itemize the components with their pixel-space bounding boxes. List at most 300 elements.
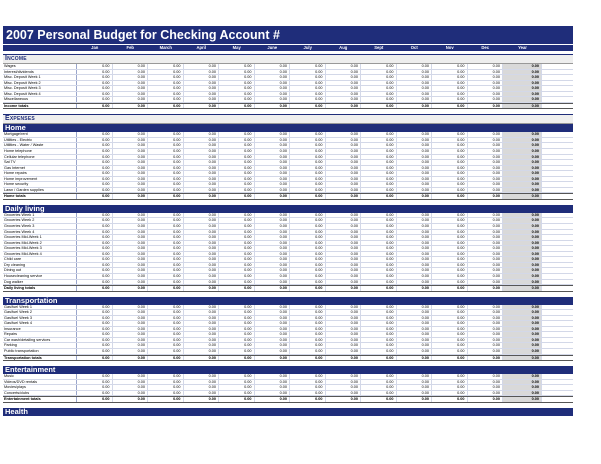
- amount-cell[interactable]: 0.00: [219, 64, 255, 69]
- row-label[interactable]: Home security: [3, 182, 77, 187]
- amount-cell[interactable]: 0.00: [397, 391, 433, 396]
- amount-cell[interactable]: 0.00: [113, 274, 149, 279]
- amount-cell[interactable]: 0.00: [397, 64, 433, 69]
- amount-cell[interactable]: 0.00: [290, 132, 326, 137]
- amount-cell[interactable]: 0.00: [397, 132, 433, 137]
- amount-cell[interactable]: 0.00: [184, 397, 220, 402]
- amount-cell[interactable]: 0.00: [77, 274, 113, 279]
- amount-cell[interactable]: 0.00: [290, 385, 326, 390]
- amount-cell[interactable]: 0.00: [468, 171, 504, 176]
- amount-cell[interactable]: 0.00: [77, 241, 113, 246]
- amount-cell[interactable]: 0.00: [113, 286, 149, 291]
- amount-cell[interactable]: 0.00: [148, 218, 184, 223]
- amount-cell[interactable]: 0.00: [148, 64, 184, 69]
- amount-cell[interactable]: 0.00: [397, 327, 433, 332]
- amount-cell[interactable]: 0.00: [432, 188, 468, 193]
- amount-cell[interactable]: 0.00: [468, 155, 504, 160]
- amount-cell[interactable]: 0.00: [397, 104, 433, 109]
- amount-cell[interactable]: 0.00: [148, 224, 184, 229]
- row-label[interactable]: Groceries Week 1: [3, 213, 77, 218]
- row-label[interactable]: Sat TV: [3, 160, 77, 165]
- amount-cell[interactable]: 0.00: [77, 310, 113, 315]
- amount-cell[interactable]: 0.00: [361, 397, 397, 402]
- amount-cell[interactable]: 0.00: [255, 104, 291, 109]
- amount-cell[interactable]: 0.00: [468, 385, 504, 390]
- amount-cell[interactable]: 0.00: [255, 246, 291, 251]
- amount-cell[interactable]: 0.00: [255, 374, 291, 379]
- amount-cell[interactable]: 0.00: [397, 349, 433, 354]
- amount-cell[interactable]: 0.00: [361, 286, 397, 291]
- amount-cell[interactable]: 0.00: [184, 286, 220, 291]
- amount-cell[interactable]: 0.00: [290, 188, 326, 193]
- row-label[interactable]: Misc. Deposit Week 4: [3, 92, 77, 97]
- row-label[interactable]: Utilities - Electric: [3, 138, 77, 143]
- row-label[interactable]: Car wash/detailing services: [3, 338, 77, 343]
- amount-cell[interactable]: 0.00: [326, 305, 362, 310]
- amount-cell[interactable]: 0.00: [113, 280, 149, 285]
- amount-cell[interactable]: 0.00: [468, 252, 504, 257]
- year-total-cell[interactable]: 0.00: [503, 246, 542, 251]
- amount-cell[interactable]: 0.00: [326, 64, 362, 69]
- amount-cell[interactable]: 0.00: [468, 143, 504, 148]
- amount-cell[interactable]: 0.00: [290, 160, 326, 165]
- amount-cell[interactable]: 0.00: [219, 356, 255, 361]
- year-total-cell[interactable]: 0.00: [503, 86, 542, 91]
- amount-cell[interactable]: 0.00: [290, 246, 326, 251]
- amount-cell[interactable]: 0.00: [148, 286, 184, 291]
- row-label[interactable]: Groceries Week 4: [3, 230, 77, 235]
- year-total-cell[interactable]: 0.00: [503, 310, 542, 315]
- amount-cell[interactable]: 0.00: [326, 391, 362, 396]
- year-total-cell[interactable]: 0.00: [503, 64, 542, 69]
- year-total-cell[interactable]: 0.00: [503, 97, 542, 102]
- amount-cell[interactable]: 0.00: [255, 213, 291, 218]
- amount-cell[interactable]: 0.00: [184, 104, 220, 109]
- amount-cell[interactable]: 0.00: [432, 316, 468, 321]
- year-total-cell[interactable]: 0.00: [503, 188, 542, 193]
- amount-cell[interactable]: 0.00: [113, 343, 149, 348]
- amount-cell[interactable]: 0.00: [468, 263, 504, 268]
- amount-cell[interactable]: 0.00: [148, 81, 184, 86]
- amount-cell[interactable]: 0.00: [290, 143, 326, 148]
- amount-cell[interactable]: 0.00: [219, 286, 255, 291]
- amount-cell[interactable]: 0.00: [326, 310, 362, 315]
- amount-cell[interactable]: 0.00: [290, 310, 326, 315]
- amount-cell[interactable]: 0.00: [77, 230, 113, 235]
- amount-cell[interactable]: 0.00: [326, 97, 362, 102]
- amount-cell[interactable]: 0.00: [290, 92, 326, 97]
- row-label[interactable]: Cellular telephone: [3, 155, 77, 160]
- row-label[interactable]: Dining out: [3, 268, 77, 273]
- amount-cell[interactable]: 0.00: [397, 343, 433, 348]
- year-total-cell[interactable]: 0.00: [503, 235, 542, 240]
- amount-cell[interactable]: 0.00: [290, 280, 326, 285]
- amount-cell[interactable]: 0.00: [326, 235, 362, 240]
- amount-cell[interactable]: 0.00: [148, 160, 184, 165]
- amount-cell[interactable]: 0.00: [326, 138, 362, 143]
- amount-cell[interactable]: 0.00: [184, 332, 220, 337]
- amount-cell[interactable]: 0.00: [219, 171, 255, 176]
- row-label[interactable]: Interest/dividends: [3, 70, 77, 75]
- amount-cell[interactable]: 0.00: [255, 235, 291, 240]
- row-label[interactable]: Wages: [3, 64, 77, 69]
- amount-cell[interactable]: 0.00: [397, 188, 433, 193]
- amount-cell[interactable]: 0.00: [148, 374, 184, 379]
- row-label[interactable]: Music: [3, 374, 77, 379]
- year-total-cell[interactable]: 0.00: [503, 380, 542, 385]
- year-total-cell[interactable]: 0.00: [503, 132, 542, 137]
- amount-cell[interactable]: 0.00: [148, 149, 184, 154]
- amount-cell[interactable]: 0.00: [77, 182, 113, 187]
- year-total-cell[interactable]: 0.00: [503, 257, 542, 262]
- amount-cell[interactable]: 0.00: [290, 349, 326, 354]
- amount-cell[interactable]: 0.00: [219, 188, 255, 193]
- amount-cell[interactable]: 0.00: [255, 241, 291, 246]
- amount-cell[interactable]: 0.00: [148, 321, 184, 326]
- amount-cell[interactable]: 0.00: [432, 305, 468, 310]
- amount-cell[interactable]: 0.00: [219, 332, 255, 337]
- amount-cell[interactable]: 0.00: [432, 81, 468, 86]
- amount-cell[interactable]: 0.00: [397, 286, 433, 291]
- amount-cell[interactable]: 0.00: [219, 252, 255, 257]
- amount-cell[interactable]: 0.00: [326, 218, 362, 223]
- amount-cell[interactable]: 0.00: [397, 177, 433, 182]
- amount-cell[interactable]: 0.00: [113, 81, 149, 86]
- amount-cell[interactable]: 0.00: [113, 188, 149, 193]
- amount-cell[interactable]: 0.00: [77, 75, 113, 80]
- amount-cell[interactable]: 0.00: [184, 338, 220, 343]
- amount-cell[interactable]: 0.00: [219, 316, 255, 321]
- amount-cell[interactable]: 0.00: [432, 166, 468, 171]
- amount-cell[interactable]: 0.00: [290, 104, 326, 109]
- year-total-cell[interactable]: 0.00: [503, 327, 542, 332]
- amount-cell[interactable]: 0.00: [468, 92, 504, 97]
- amount-cell[interactable]: 0.00: [184, 327, 220, 332]
- amount-cell[interactable]: 0.00: [326, 166, 362, 171]
- amount-cell[interactable]: 0.00: [432, 75, 468, 80]
- amount-cell[interactable]: 0.00: [326, 92, 362, 97]
- amount-cell[interactable]: 0.00: [184, 171, 220, 176]
- amount-cell[interactable]: 0.00: [468, 235, 504, 240]
- amount-cell[interactable]: 0.00: [326, 177, 362, 182]
- amount-cell[interactable]: 0.00: [290, 252, 326, 257]
- row-label[interactable]: Repairs: [3, 332, 77, 337]
- amount-cell[interactable]: 0.00: [432, 332, 468, 337]
- row-label[interactable]: Groceries Mid-Week 4: [3, 252, 77, 257]
- amount-cell[interactable]: 0.00: [290, 138, 326, 143]
- amount-cell[interactable]: 0.00: [432, 268, 468, 273]
- amount-cell[interactable]: 0.00: [326, 268, 362, 273]
- amount-cell[interactable]: 0.00: [219, 338, 255, 343]
- row-label[interactable]: Utilities - Water / Waste: [3, 143, 77, 148]
- amount-cell[interactable]: 0.00: [219, 143, 255, 148]
- amount-cell[interactable]: 0.00: [397, 75, 433, 80]
- amount-cell[interactable]: 0.00: [148, 338, 184, 343]
- row-label[interactable]: Parking: [3, 343, 77, 348]
- amount-cell[interactable]: 0.00: [148, 138, 184, 143]
- year-total-cell[interactable]: 0.00: [503, 397, 542, 402]
- amount-cell[interactable]: 0.00: [113, 75, 149, 80]
- amount-cell[interactable]: 0.00: [326, 374, 362, 379]
- amount-cell[interactable]: 0.00: [255, 143, 291, 148]
- amount-cell[interactable]: 0.00: [113, 268, 149, 273]
- amount-cell[interactable]: 0.00: [432, 252, 468, 257]
- amount-cell[interactable]: 0.00: [219, 385, 255, 390]
- amount-cell[interactable]: 0.00: [397, 230, 433, 235]
- amount-cell[interactable]: 0.00: [255, 70, 291, 75]
- amount-cell[interactable]: 0.00: [361, 235, 397, 240]
- amount-cell[interactable]: 0.00: [148, 171, 184, 176]
- amount-cell[interactable]: 0.00: [184, 356, 220, 361]
- amount-cell[interactable]: 0.00: [397, 374, 433, 379]
- amount-cell[interactable]: 0.00: [361, 75, 397, 80]
- amount-cell[interactable]: 0.00: [148, 246, 184, 251]
- amount-cell[interactable]: 0.00: [290, 194, 326, 199]
- amount-cell[interactable]: 0.00: [468, 321, 504, 326]
- year-total-cell[interactable]: 0.00: [503, 268, 542, 273]
- amount-cell[interactable]: 0.00: [148, 182, 184, 187]
- amount-cell[interactable]: 0.00: [219, 305, 255, 310]
- amount-cell[interactable]: 0.00: [361, 182, 397, 187]
- year-total-cell[interactable]: 0.00: [503, 182, 542, 187]
- amount-cell[interactable]: 0.00: [468, 75, 504, 80]
- amount-cell[interactable]: 0.00: [77, 332, 113, 337]
- amount-cell[interactable]: 0.00: [184, 391, 220, 396]
- amount-cell[interactable]: 0.00: [432, 104, 468, 109]
- amount-cell[interactable]: 0.00: [113, 97, 149, 102]
- amount-cell[interactable]: 0.00: [326, 194, 362, 199]
- amount-cell[interactable]: 0.00: [290, 391, 326, 396]
- amount-cell[interactable]: 0.00: [397, 385, 433, 390]
- amount-cell[interactable]: 0.00: [148, 268, 184, 273]
- amount-cell[interactable]: 0.00: [219, 194, 255, 199]
- amount-cell[interactable]: 0.00: [468, 332, 504, 337]
- amount-cell[interactable]: 0.00: [361, 385, 397, 390]
- amount-cell[interactable]: 0.00: [148, 380, 184, 385]
- amount-cell[interactable]: 0.00: [290, 149, 326, 154]
- amount-cell[interactable]: 0.00: [361, 241, 397, 246]
- amount-cell[interactable]: 0.00: [326, 149, 362, 154]
- amount-cell[interactable]: 0.00: [468, 374, 504, 379]
- amount-cell[interactable]: 0.00: [148, 316, 184, 321]
- amount-cell[interactable]: 0.00: [432, 349, 468, 354]
- amount-cell[interactable]: 0.00: [361, 356, 397, 361]
- amount-cell[interactable]: 0.00: [361, 263, 397, 268]
- amount-cell[interactable]: 0.00: [432, 374, 468, 379]
- row-label[interactable]: Entertainment totals: [3, 397, 77, 402]
- amount-cell[interactable]: 0.00: [184, 349, 220, 354]
- amount-cell[interactable]: 0.00: [255, 166, 291, 171]
- year-total-cell[interactable]: 0.00: [503, 81, 542, 86]
- row-label[interactable]: Gas/fuel Week 1: [3, 305, 77, 310]
- amount-cell[interactable]: 0.00: [361, 380, 397, 385]
- amount-cell[interactable]: 0.00: [326, 380, 362, 385]
- year-total-cell[interactable]: 0.00: [503, 385, 542, 390]
- row-label[interactable]: Gas/fuel Week 2: [3, 310, 77, 315]
- amount-cell[interactable]: 0.00: [148, 75, 184, 80]
- amount-cell[interactable]: 0.00: [77, 349, 113, 354]
- amount-cell[interactable]: 0.00: [361, 188, 397, 193]
- amount-cell[interactable]: 0.00: [468, 241, 504, 246]
- row-label[interactable]: Transportation totals: [3, 356, 77, 361]
- amount-cell[interactable]: 0.00: [468, 327, 504, 332]
- amount-cell[interactable]: 0.00: [219, 138, 255, 143]
- amount-cell[interactable]: 0.00: [361, 257, 397, 262]
- amount-cell[interactable]: 0.00: [184, 166, 220, 171]
- amount-cell[interactable]: 0.00: [397, 252, 433, 257]
- amount-cell[interactable]: 0.00: [326, 86, 362, 91]
- amount-cell[interactable]: 0.00: [397, 182, 433, 187]
- amount-cell[interactable]: 0.00: [397, 213, 433, 218]
- amount-cell[interactable]: 0.00: [326, 213, 362, 218]
- amount-cell[interactable]: 0.00: [432, 64, 468, 69]
- amount-cell[interactable]: 0.00: [219, 160, 255, 165]
- amount-cell[interactable]: 0.00: [468, 149, 504, 154]
- amount-cell[interactable]: 0.00: [148, 252, 184, 257]
- amount-cell[interactable]: 0.00: [113, 385, 149, 390]
- row-label[interactable]: Groceries Mid-Week 3: [3, 246, 77, 251]
- amount-cell[interactable]: 0.00: [468, 230, 504, 235]
- amount-cell[interactable]: 0.00: [219, 327, 255, 332]
- amount-cell[interactable]: 0.00: [255, 268, 291, 273]
- amount-cell[interactable]: 0.00: [255, 160, 291, 165]
- year-total-cell[interactable]: 0.00: [503, 160, 542, 165]
- amount-cell[interactable]: 0.00: [113, 149, 149, 154]
- amount-cell[interactable]: 0.00: [113, 143, 149, 148]
- amount-cell[interactable]: 0.00: [255, 349, 291, 354]
- amount-cell[interactable]: 0.00: [219, 349, 255, 354]
- amount-cell[interactable]: 0.00: [361, 104, 397, 109]
- amount-cell[interactable]: 0.00: [77, 213, 113, 218]
- amount-cell[interactable]: 0.00: [219, 70, 255, 75]
- amount-cell[interactable]: 0.00: [77, 327, 113, 332]
- amount-cell[interactable]: 0.00: [184, 252, 220, 257]
- amount-cell[interactable]: 0.00: [361, 310, 397, 315]
- amount-cell[interactable]: 0.00: [77, 316, 113, 321]
- amount-cell[interactable]: 0.00: [432, 149, 468, 154]
- amount-cell[interactable]: 0.00: [77, 143, 113, 148]
- amount-cell[interactable]: 0.00: [468, 310, 504, 315]
- amount-cell[interactable]: 0.00: [77, 224, 113, 229]
- amount-cell[interactable]: 0.00: [432, 224, 468, 229]
- amount-cell[interactable]: 0.00: [113, 305, 149, 310]
- amount-cell[interactable]: 0.00: [432, 177, 468, 182]
- amount-cell[interactable]: 0.00: [361, 132, 397, 137]
- amount-cell[interactable]: 0.00: [361, 92, 397, 97]
- amount-cell[interactable]: 0.00: [326, 230, 362, 235]
- row-label[interactable]: Public transportation: [3, 349, 77, 354]
- amount-cell[interactable]: 0.00: [290, 274, 326, 279]
- amount-cell[interactable]: 0.00: [184, 246, 220, 251]
- amount-cell[interactable]: 0.00: [184, 274, 220, 279]
- amount-cell[interactable]: 0.00: [113, 70, 149, 75]
- amount-cell[interactable]: 0.00: [219, 182, 255, 187]
- amount-cell[interactable]: 0.00: [290, 257, 326, 262]
- amount-cell[interactable]: 0.00: [361, 213, 397, 218]
- amount-cell[interactable]: 0.00: [184, 305, 220, 310]
- amount-cell[interactable]: 0.00: [148, 213, 184, 218]
- year-total-cell[interactable]: 0.00: [503, 75, 542, 80]
- amount-cell[interactable]: 0.00: [468, 397, 504, 402]
- amount-cell[interactable]: 0.00: [361, 143, 397, 148]
- year-total-cell[interactable]: 0.00: [503, 70, 542, 75]
- amount-cell[interactable]: 0.00: [397, 268, 433, 273]
- amount-cell[interactable]: 0.00: [219, 343, 255, 348]
- amount-cell[interactable]: 0.00: [361, 391, 397, 396]
- amount-cell[interactable]: 0.00: [397, 143, 433, 148]
- amount-cell[interactable]: 0.00: [290, 332, 326, 337]
- year-total-cell[interactable]: 0.00: [503, 224, 542, 229]
- amount-cell[interactable]: 0.00: [113, 64, 149, 69]
- amount-cell[interactable]: 0.00: [468, 338, 504, 343]
- amount-cell[interactable]: 0.00: [326, 70, 362, 75]
- amount-cell[interactable]: 0.00: [113, 241, 149, 246]
- amount-cell[interactable]: 0.00: [184, 86, 220, 91]
- row-label[interactable]: Misc. Deposit Week 3: [3, 86, 77, 91]
- amount-cell[interactable]: 0.00: [361, 138, 397, 143]
- amount-cell[interactable]: 0.00: [113, 316, 149, 321]
- amount-cell[interactable]: 0.00: [148, 155, 184, 160]
- amount-cell[interactable]: 0.00: [113, 252, 149, 257]
- amount-cell[interactable]: 0.00: [432, 391, 468, 396]
- amount-cell[interactable]: 0.00: [290, 235, 326, 240]
- amount-cell[interactable]: 0.00: [361, 327, 397, 332]
- amount-cell[interactable]: 0.00: [397, 155, 433, 160]
- amount-cell[interactable]: 0.00: [148, 188, 184, 193]
- amount-cell[interactable]: 0.00: [468, 86, 504, 91]
- amount-cell[interactable]: 0.00: [77, 171, 113, 176]
- amount-cell[interactable]: 0.00: [113, 230, 149, 235]
- row-label[interactable]: Dry cleaning: [3, 263, 77, 268]
- amount-cell[interactable]: 0.00: [77, 104, 113, 109]
- amount-cell[interactable]: 0.00: [432, 257, 468, 262]
- year-total-cell[interactable]: 0.00: [503, 92, 542, 97]
- amount-cell[interactable]: 0.00: [219, 75, 255, 80]
- year-total-cell[interactable]: 0.00: [503, 349, 542, 354]
- amount-cell[interactable]: 0.00: [432, 274, 468, 279]
- year-total-cell[interactable]: 0.00: [503, 241, 542, 246]
- amount-cell[interactable]: 0.00: [432, 143, 468, 148]
- amount-cell[interactable]: 0.00: [148, 235, 184, 240]
- amount-cell[interactable]: 0.00: [326, 257, 362, 262]
- amount-cell[interactable]: 0.00: [77, 64, 113, 69]
- amount-cell[interactable]: 0.00: [219, 97, 255, 102]
- amount-cell[interactable]: 0.00: [113, 332, 149, 337]
- amount-cell[interactable]: 0.00: [361, 149, 397, 154]
- amount-cell[interactable]: 0.00: [184, 280, 220, 285]
- amount-cell[interactable]: 0.00: [184, 194, 220, 199]
- amount-cell[interactable]: 0.00: [397, 138, 433, 143]
- amount-cell[interactable]: 0.00: [148, 257, 184, 262]
- year-total-cell[interactable]: 0.00: [503, 356, 542, 361]
- amount-cell[interactable]: 0.00: [326, 338, 362, 343]
- amount-cell[interactable]: 0.00: [255, 391, 291, 396]
- amount-cell[interactable]: 0.00: [77, 194, 113, 199]
- amount-cell[interactable]: 0.00: [77, 343, 113, 348]
- amount-cell[interactable]: 0.00: [184, 263, 220, 268]
- amount-cell[interactable]: 0.00: [397, 321, 433, 326]
- amount-cell[interactable]: 0.00: [290, 327, 326, 332]
- amount-cell[interactable]: 0.00: [77, 397, 113, 402]
- amount-cell[interactable]: 0.00: [432, 241, 468, 246]
- amount-cell[interactable]: 0.00: [148, 280, 184, 285]
- amount-cell[interactable]: 0.00: [255, 149, 291, 154]
- amount-cell[interactable]: 0.00: [432, 213, 468, 218]
- amount-cell[interactable]: 0.00: [326, 241, 362, 246]
- amount-cell[interactable]: 0.00: [255, 182, 291, 187]
- amount-cell[interactable]: 0.00: [113, 138, 149, 143]
- amount-cell[interactable]: 0.00: [113, 246, 149, 251]
